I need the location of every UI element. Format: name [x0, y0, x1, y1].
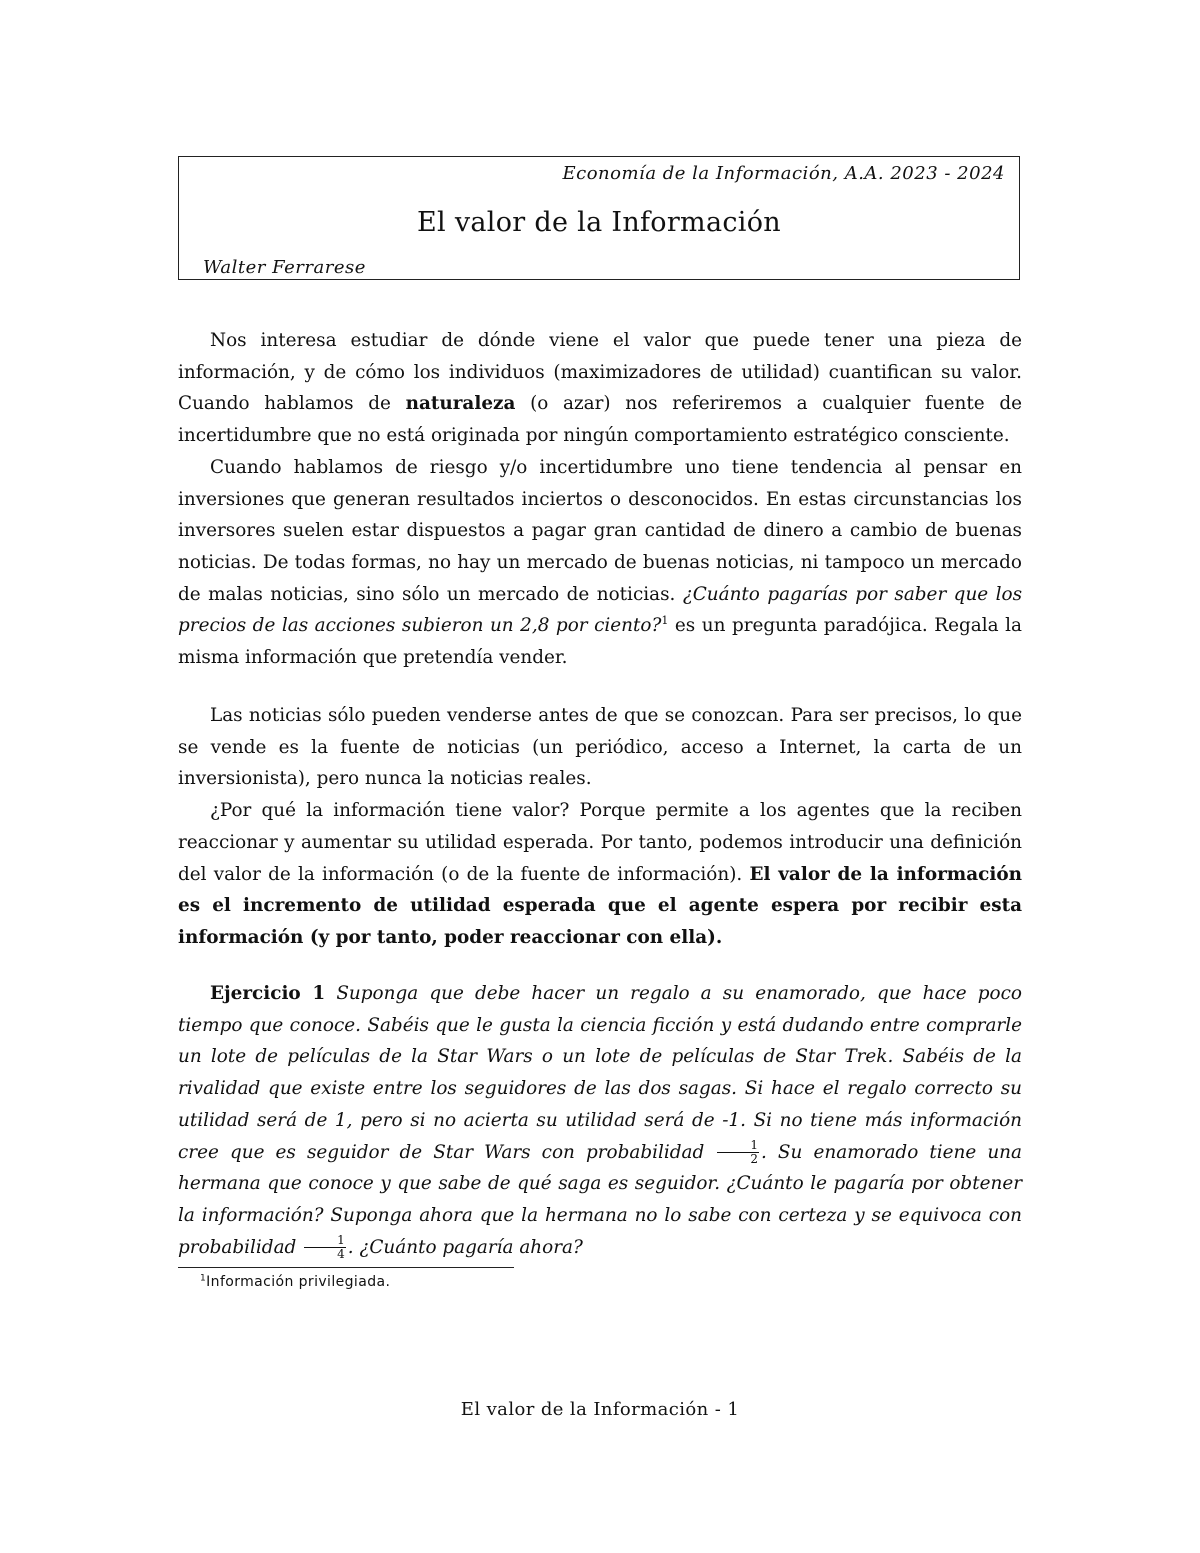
fraction-one-quarter [304, 1234, 346, 1261]
paragraph-3: Las noticias sólo pueden venderse antes de que se conozcan. Para ser precisos, lo que se vende es la fuente de noticias (un periódico, acceso a Internet, la carta de un inversionista), pero nunca la noticias reales. [178, 705, 1022, 790]
course-line: Economía de la Información, A.A. 2023 - 2024 [562, 163, 1005, 184]
document-title: El valor de la Información [417, 207, 781, 238]
page-footer: El valor de la Información - 1 [460, 1399, 740, 1420]
header-box [178, 156, 1020, 280]
paragraph-1-text-b: (o azar) nos referiremos a cualquier fuente de incertidumbre que no está originada por ningún comportamiento estratégico consciente. [178, 393, 1022, 447]
paragraph-1-text-a: Nos interesa estudiar de dónde viene el valor que puede tener una pieza de información, y de cómo los individuos (maximizadores de utilidad) cuantifican su valor. Cuando hablamos de [178, 330, 1022, 415]
exercise-text-c: . ¿Cuánto pagaría ahora? [347, 1236, 583, 1258]
exercise-text-b: . Su enamorado tiene una hermana que conoce y que sabe de qué saga es seguidor. ¿Cuánto le pagaría por obtener la información? Suponga ahora que la hermana no lo sabe con certeza y se equivoca con probabilidad [178, 1141, 1022, 1258]
exercise-section [178, 978, 1022, 1263]
author-name: Walter Ferrarese [203, 257, 366, 278]
paragraph-2-text-a: Cuando hablamos de riesgo y/o incertidumbre uno tiene tendencia al pensar en inversiones que generan resultados inciertos o desconocidos. En estas circunstancias los inversores suelen estar dispuestos a pagar gran cantidad de dinero a cambio de buenas noticias. De todas formas, no hay un mercado de buenas noticias, ni tampoco un mercado de malas noticias, sino sólo un mercado de noticias. [178, 456, 1022, 605]
exercise-text-a: Suponga que debe hacer un regalo a su enamorado, que hace poco tiempo que conoce. Sabéis que le gusta la ciencia ficción y está dudando entre comprarle un lote de películas de la Star Wars o un lote de películas de Star Trek. Sabéis de la rivalidad que existe entre los seguidores de las dos sagas. Si hace el regalo correcto su utilidad será de 1, pero si no acierta su utilidad será de -1. Si no tiene más información cree que es seguidor de Star Wars con probabilidad [178, 983, 1022, 1163]
footnote-reference: 1 [661, 614, 669, 628]
exercise-label: Ejercicio 1 [210, 983, 326, 1004]
fraction-denominator: 2 [750, 1151, 758, 1166]
footnote-text: Información privilegiada. [206, 1274, 391, 1290]
term-naturaleza: naturaleza [405, 393, 516, 415]
intro-section [178, 325, 1022, 674]
fraction-one-half [717, 1139, 759, 1166]
paragraph-1 [178, 325, 1022, 452]
fraction-numerator: 1 [717, 1139, 759, 1153]
footnote-mark: 1 [200, 1273, 207, 1284]
paragraph-2 [178, 452, 1022, 674]
value-definition: El valor de la información es el incremento de utilidad esperada que el agente espera por recibir esta información (y por tanto, poder reaccionar con ella). [178, 863, 1022, 948]
fraction-denominator: 4 [337, 1247, 345, 1262]
footnote [200, 1274, 390, 1290]
paragraph-4-text: ¿Por qué la información tiene valor? Porque permite a los agentes que la reciben reaccionar y aumentar su utilidad esperada. Por tanto, podemos introducir una definición del valor de la información (o de la fuente de información). [178, 800, 1022, 885]
paradox-question: ¿Cuánto pagarías por saber que los precios de las acciones subieron un 2,8 por ciento? [178, 583, 1023, 637]
fraction-numerator: 1 [304, 1234, 346, 1248]
exercise-1 [178, 978, 1022, 1263]
value-section [178, 700, 1022, 954]
paragraph-4 [178, 795, 1022, 954]
paragraph-2-text-b: es un pregunta paradójica. Regala la misma información que pretendía vender. [178, 615, 1022, 669]
footnote-divider [178, 1267, 514, 1268]
